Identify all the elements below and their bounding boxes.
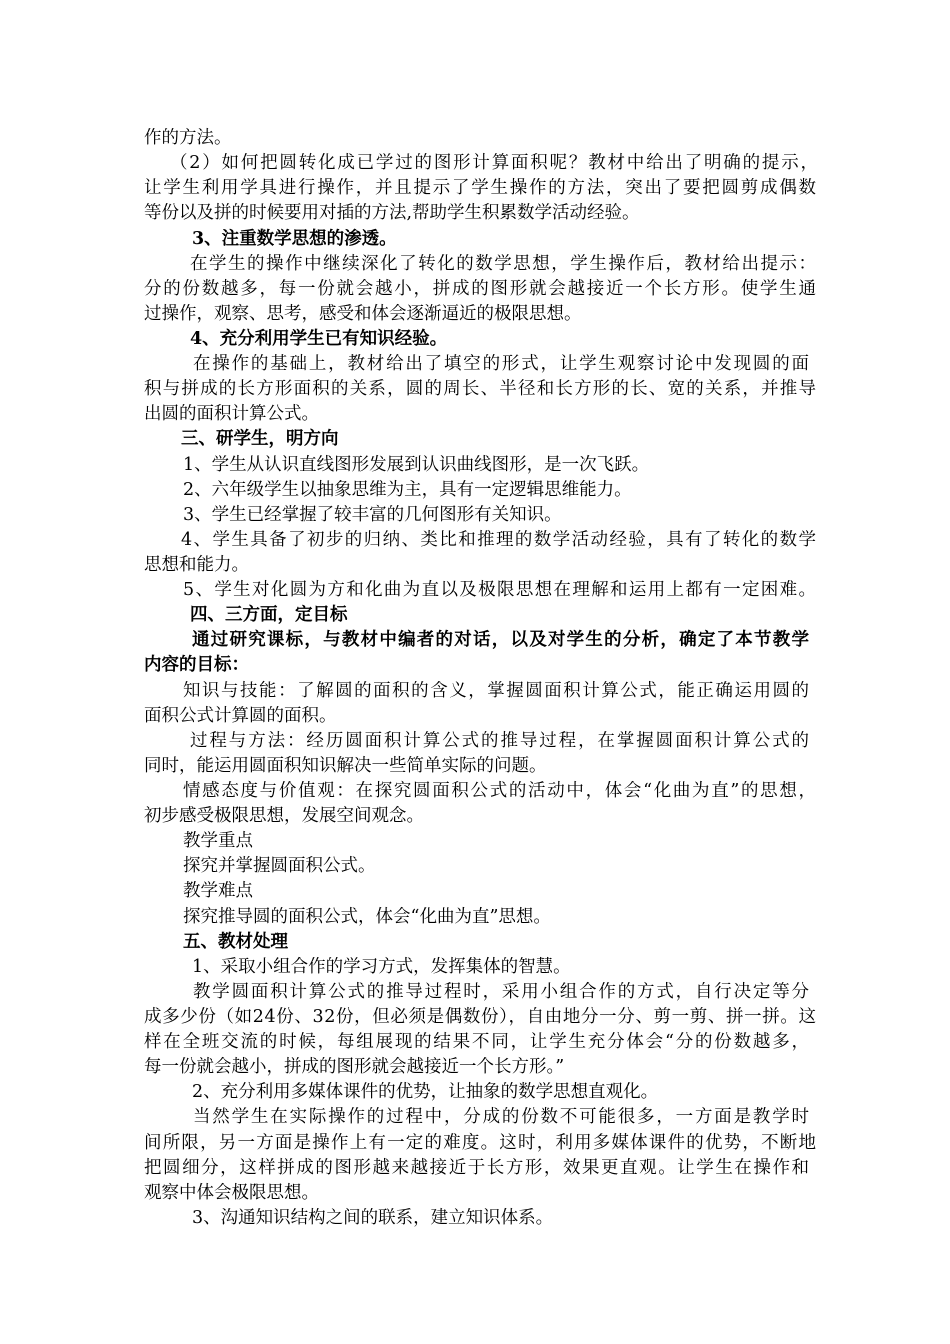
- line-text: 情感态度与价值观：在探究圆面积公式的活动中，体会“化曲为直”的思想，: [183, 781, 818, 801]
- paragraph-line: [0, 803, 950, 829]
- line-text: 观察中体会极限思想。: [144, 1183, 319, 1203]
- paragraph-line: [0, 728, 950, 754]
- line-text: 3、沟通知识结构之间的联系，建立知识体系。: [192, 1208, 554, 1228]
- line-text: 当然学生在实际操作的过程中，分成的份数不可能很多，一方面是教学时: [193, 1107, 811, 1127]
- paragraph-line: [0, 1004, 950, 1030]
- line-text: 3、学生已经掌握了较丰富的几何图形有关知识。: [183, 505, 562, 525]
- paragraph-line: [0, 527, 950, 553]
- line-text: 4、充分利用学生已有知识经验。: [190, 329, 448, 349]
- section-heading-line: [0, 326, 950, 352]
- line-text: 成多少份（如24份、32份，但必须是偶数份），自由地分一分、剪一剪、拼一拼。这: [144, 1007, 817, 1027]
- paragraph-line: [0, 678, 950, 704]
- line-text: 2、六年级学生以抽象思维为主，具有一定逻辑思维能力。: [183, 480, 632, 500]
- section-heading-line: [0, 426, 950, 452]
- paragraph-line: [0, 878, 950, 904]
- section-heading-line: [0, 602, 950, 628]
- line-text: 4、学生具备了初步的归纳、类比和推理的数学活动经验，具有了转化的数学: [181, 530, 818, 550]
- paragraph-line: [0, 828, 950, 854]
- paragraph-line: [0, 1155, 950, 1181]
- line-text: 过程与方法：经历圆面积计算公式的推导过程，在掌握圆面积计算公式的: [190, 731, 811, 751]
- paragraph-line: [0, 351, 950, 377]
- paragraph-line: [0, 502, 950, 528]
- paragraph-line: [0, 703, 950, 729]
- line-text: 内容的目标：: [144, 655, 249, 675]
- line-text: 样在全班交流的时候，每组展现的结果不同，让学生充分体会“分的份数越多，: [144, 1032, 811, 1052]
- line-text: 教学圆面积计算公式的推导过程时，采用小组合作的方式，自行决定等分: [193, 982, 811, 1002]
- paragraph-line: [0, 401, 950, 427]
- line-text: 分的份数越多，每一份就会越小，拼成的图形就会越接近一个长方形。使学生通: [144, 279, 818, 299]
- line-text: 1、学生从认识直线图形发展到认识曲线图形，是一次飞跃。: [183, 455, 650, 475]
- line-text: 过操作，观察、思考，感受和体会逐渐逼近的极限思想。: [144, 304, 582, 324]
- paragraph-line: [0, 200, 950, 226]
- paragraph-line: [0, 150, 950, 176]
- line-text: 把圆细分，这样拼成的图形越来越接近于长方形，效果更直观。让学生在操作和: [144, 1158, 811, 1178]
- paragraph-line: [0, 552, 950, 578]
- line-text: 教学难点: [183, 881, 253, 901]
- paragraph-line: [0, 301, 950, 327]
- line-text: 在操作的基础上，教材给出了填空的形式，让学生观察讨论中发现圆的面: [193, 354, 811, 374]
- paragraph-line: [0, 954, 950, 980]
- section-heading-line: [0, 226, 950, 252]
- line-text: 探究并掌握圆面积公式。: [183, 856, 376, 876]
- paragraph-line: [0, 276, 950, 302]
- line-text: 思想和能力。: [144, 555, 249, 575]
- line-text: 1、采取小组合作的学习方式，发挥集体的智慧。: [192, 957, 571, 977]
- section-heading-line: [0, 652, 950, 678]
- line-text: 2、充分利用多媒体课件的优势，让抽象的数学思想直观化。: [192, 1082, 659, 1102]
- section-heading-line: [0, 929, 950, 955]
- line-text: 5、学生对化圆为方和化曲为直以及极限思想在理解和运用上都有一定困难。: [183, 580, 818, 600]
- paragraph-line: [0, 1054, 950, 1080]
- line-text: 初步感受极限思想，发展空间观念。: [144, 806, 424, 826]
- paragraph-line: [0, 1029, 950, 1055]
- line-text: 3、注重数学思想的渗透。: [192, 229, 397, 249]
- paragraph-line: [0, 853, 950, 879]
- paragraph-line: [0, 904, 950, 930]
- paragraph-line: [0, 376, 950, 402]
- paragraph-line: [0, 1104, 950, 1130]
- paragraph-line: [0, 452, 950, 478]
- line-text: 三、研学生，明方向: [181, 429, 339, 449]
- paragraph-line: [0, 175, 950, 201]
- line-text: 等份以及拼的时候要用对插的方法,帮助学生积累数学活动经验。: [144, 203, 640, 223]
- line-text: （2）如何把圆转化成已学过的图形计算面积呢？教材中给出了明确的提示，: [170, 153, 820, 173]
- paragraph-line: [0, 577, 950, 603]
- paragraph-line: [0, 778, 950, 804]
- line-text: 间所限，另一方面是操作上有一定的难度。这时，利用多媒体课件的优势，不断地: [144, 1133, 818, 1153]
- line-text: 积与拼成的长方形面积的关系，圆的周长、半径和长方形的长、宽的关系，并推导: [144, 379, 818, 399]
- paragraph-line: [0, 251, 950, 277]
- paragraph-line: [0, 1180, 950, 1206]
- line-text: 通过研究课标，与教材中编者的对话，以及对学生的分析，确定了本节教学: [192, 630, 811, 650]
- line-text: 教学重点: [183, 831, 253, 851]
- paragraph-line: [0, 477, 950, 503]
- line-text: 四、三方面，定目标: [190, 605, 348, 625]
- line-text: 知识与技能：了解圆的面积的含义，掌握圆面积计算公式，能正确运用圆的: [183, 681, 811, 701]
- paragraph-line: [0, 979, 950, 1005]
- paragraph-line: [0, 125, 950, 151]
- paragraph-line: [0, 1205, 950, 1231]
- paragraph-line: [0, 753, 950, 779]
- paragraph-line: [0, 1130, 950, 1156]
- paragraph-line: [0, 1079, 950, 1105]
- line-text: 作的方法。: [144, 128, 232, 148]
- line-text: 在学生的操作中继续深化了转化的数学思想，学生操作后，教材给出提示：: [190, 254, 818, 274]
- line-text: 五、教材处理: [183, 932, 288, 952]
- section-heading-line: [0, 627, 950, 653]
- line-text: 面积公式计算圆的面积。: [144, 706, 337, 726]
- line-text: 每一份就会越小，拼成的图形就会越接近一个长方形。”: [144, 1057, 565, 1077]
- line-text: 探究推导圆的面积公式，体会“化曲为直”思想。: [183, 907, 551, 927]
- line-text: 让学生利用学具进行操作，并且提示了学生操作的方法，突出了要把圆剪成偶数: [144, 178, 818, 198]
- line-text: 出圆的面积计算公式。: [144, 404, 319, 424]
- line-text: 同时，能运用圆面积知识解决一些简单实际的问题。: [144, 756, 547, 776]
